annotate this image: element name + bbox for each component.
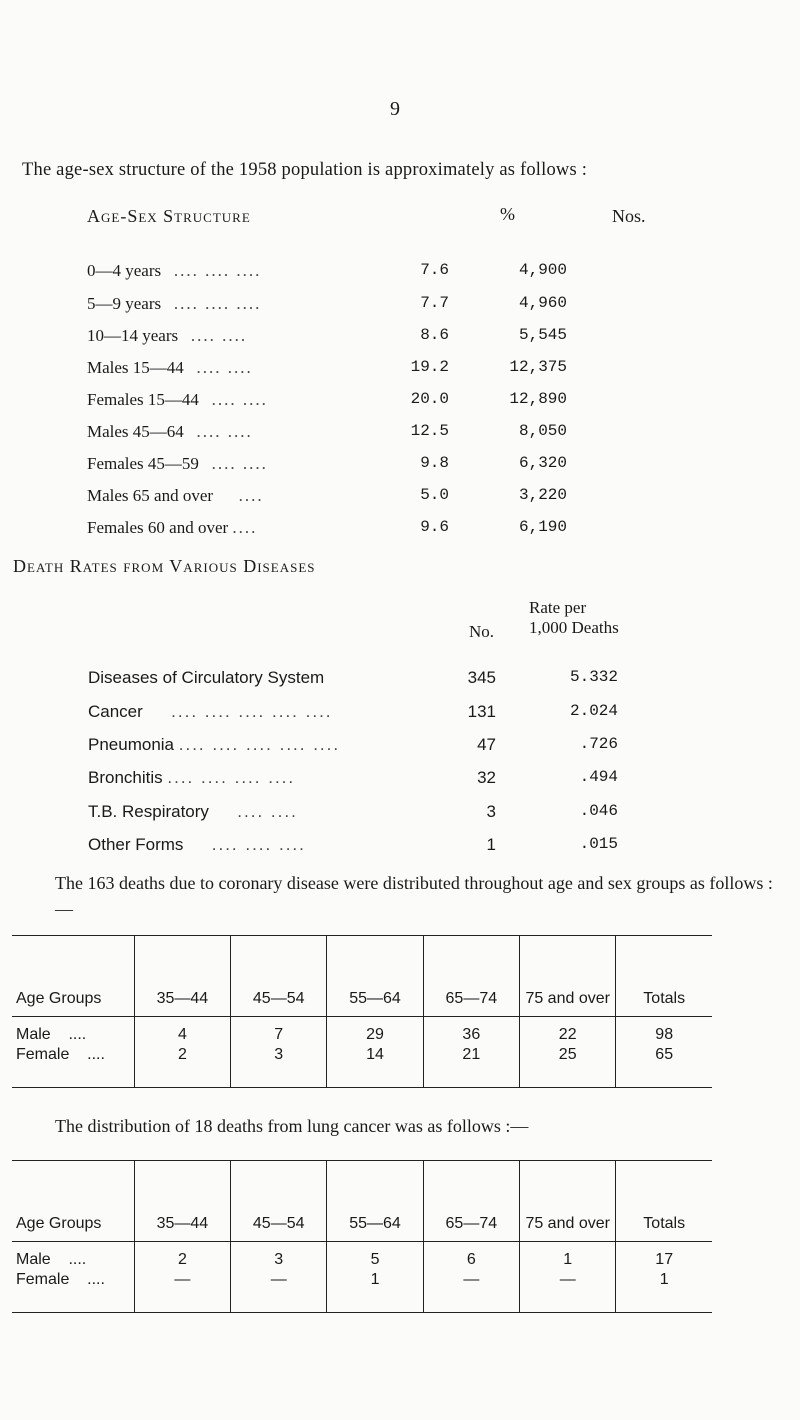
- age-pct: 19.2: [410, 358, 449, 376]
- age-sex-heading: Age-Sex Structure: [87, 206, 251, 226]
- age-pct: 9.6: [420, 518, 449, 536]
- header-75-over: 75 and over: [519, 1161, 615, 1242]
- disease-count: 345: [467, 668, 496, 687]
- rate-header-line-1: Rate per: [529, 598, 587, 617]
- header-65-74: 65—74: [423, 1161, 519, 1242]
- table-cell: —: [134, 1270, 230, 1313]
- header-totals: Totals: [616, 936, 712, 1017]
- age-pct: 5.0: [420, 486, 449, 504]
- header-75-over: 75 and over: [519, 936, 615, 1017]
- rate-header-line-2: 1,000 Deaths: [529, 618, 619, 637]
- age-pct: 8.6: [420, 326, 449, 344]
- lung-cancer-table: [12, 1160, 712, 1313]
- age-nos: 5,545: [518, 326, 567, 344]
- table-cell: 6: [423, 1242, 519, 1271]
- row-label-text: Male: [16, 1251, 51, 1268]
- leader-dots: .... ....: [211, 454, 268, 473]
- leader-dots: .... .... ....: [211, 835, 306, 854]
- row-label: [12, 1242, 134, 1271]
- age-label: Females 60 and over: [87, 518, 229, 537]
- leader-dots: .... ....: [196, 422, 253, 441]
- disease-rate: 2.024: [569, 702, 618, 720]
- age-row: [87, 422, 567, 446]
- disease-count: 131: [467, 702, 496, 721]
- disease-label: Pneumonia: [88, 735, 175, 754]
- header-totals: Totals: [616, 1161, 712, 1242]
- leader-dots: .... ....: [196, 358, 253, 377]
- age-nos: 4,960: [518, 294, 567, 312]
- disease-label: Other Forms: [88, 835, 184, 854]
- row-label-text: Female: [16, 1271, 70, 1288]
- disease-rate: .015: [579, 835, 618, 853]
- leader-dots: .... ....: [211, 390, 268, 409]
- age-label: Males 65 and over: [87, 486, 214, 505]
- table-cell: 1: [616, 1270, 712, 1313]
- disease-count: 3: [486, 802, 496, 821]
- table-cell: 25: [519, 1045, 615, 1088]
- table-cell: 2: [134, 1045, 230, 1088]
- table-cell: 22: [519, 1017, 615, 1046]
- leader-dots: ....: [232, 518, 258, 537]
- leader-dots: ....: [68, 1026, 87, 1043]
- table-cell: 1: [327, 1270, 423, 1313]
- rate-header: [529, 598, 619, 638]
- disease-rate: .494: [579, 768, 618, 786]
- table-cell: 5: [327, 1242, 423, 1271]
- age-label: 10—14 years: [87, 326, 179, 345]
- age-nos: 6,320: [518, 454, 567, 472]
- age-label: Males 45—64: [87, 422, 184, 441]
- age-row: [87, 518, 567, 542]
- header-age-groups: Age Groups: [12, 1161, 134, 1242]
- age-label: 0—4 years: [87, 261, 162, 280]
- disease-rate: .726: [579, 735, 618, 753]
- disease-count: 32: [477, 768, 496, 787]
- age-label: Females 15—44: [87, 390, 199, 409]
- disease-row: [88, 668, 618, 694]
- age-label: Males 15—44: [87, 358, 184, 377]
- age-row: [87, 261, 567, 285]
- disease-label: Bronchitis: [88, 768, 163, 787]
- intro-text: The age-sex structure of the 1958 population is approximately as follows :: [22, 160, 588, 180]
- table-cell: —: [519, 1270, 615, 1313]
- table-cell: —: [231, 1270, 327, 1313]
- age-row: [87, 358, 567, 382]
- table-cell: 3: [231, 1045, 327, 1088]
- header-age-groups: Age Groups: [12, 936, 134, 1017]
- table-cell: 3: [231, 1242, 327, 1271]
- age-row: [87, 326, 567, 350]
- table-cell: 1: [519, 1242, 615, 1271]
- header-65-74: 65—74: [423, 936, 519, 1017]
- age-label: 5—9 years: [87, 294, 162, 313]
- row-label-text: Male: [16, 1026, 51, 1043]
- table-header-row: [12, 1161, 712, 1242]
- leader-dots: .... .... .... .... ....: [178, 735, 341, 754]
- table-cell: 65: [616, 1045, 712, 1088]
- disease-row: [88, 802, 618, 828]
- header-55-64: 55—64: [327, 1161, 423, 1242]
- age-row: [87, 390, 567, 414]
- pct-header: %: [500, 204, 515, 224]
- age-nos: 3,220: [518, 486, 567, 504]
- disease-count: 47: [477, 735, 496, 754]
- disease-row: [88, 768, 618, 794]
- header-35-44: 35—44: [134, 1161, 230, 1242]
- leader-dots: .... .... .... .... ....: [171, 702, 333, 721]
- header-45-54: 45—54: [231, 936, 327, 1017]
- table-cell: 17: [616, 1242, 712, 1271]
- age-pct: 7.6: [420, 261, 449, 279]
- table-cell: 7: [231, 1017, 327, 1046]
- disease-rate: .046: [579, 802, 618, 820]
- age-row: [87, 454, 567, 478]
- disease-count: 1: [486, 835, 496, 854]
- row-label: [12, 1270, 134, 1313]
- table-cell: 2: [134, 1242, 230, 1271]
- header-45-54: 45—54: [231, 1161, 327, 1242]
- leader-dots: .... .... ....: [173, 294, 262, 313]
- table-row: [12, 1017, 712, 1046]
- table-row: [12, 1242, 712, 1271]
- leader-dots: .... .... ....: [173, 261, 262, 280]
- table-row: [12, 1270, 712, 1313]
- leader-dots: .... .... .... ....: [167, 768, 296, 787]
- age-nos: 8,050: [518, 422, 567, 440]
- death-rates-heading: Death Rates from Various Diseases: [13, 556, 316, 576]
- row-label-text: Female: [16, 1046, 70, 1063]
- age-row: [87, 294, 567, 318]
- age-row: [87, 486, 567, 510]
- leader-dots: ....: [87, 1046, 105, 1063]
- age-pct: 20.0: [410, 390, 449, 408]
- no-header: No.: [469, 622, 495, 641]
- leader-dots: ....: [238, 486, 264, 505]
- coronary-table: [12, 935, 712, 1088]
- disease-row: [88, 735, 618, 761]
- age-pct: 9.8: [420, 454, 449, 472]
- age-nos: 6,190: [518, 518, 567, 536]
- table-cell: 14: [327, 1045, 423, 1088]
- disease-label: Diseases of Circulatory System: [88, 668, 325, 687]
- age-pct: 7.7: [420, 294, 449, 312]
- age-nos: 12,890: [509, 390, 567, 408]
- age-nos: 12,375: [509, 358, 567, 376]
- leader-dots: .... ....: [237, 802, 298, 821]
- table-cell: 21: [423, 1045, 519, 1088]
- disease-row: [88, 835, 618, 861]
- table-cell: —: [423, 1270, 519, 1313]
- age-label: Females 45—59: [87, 454, 199, 473]
- age-pct: 12.5: [410, 422, 449, 440]
- disease-label: Cancer: [88, 702, 143, 721]
- header-55-64: 55—64: [327, 936, 423, 1017]
- disease-row: [88, 702, 618, 728]
- lung-cancer-paragraph: The distribution of 18 deaths from lung cancer was as follows :—: [55, 1116, 529, 1136]
- coronary-paragraph: The 163 deaths due to coronary disease were distributed throughout age and sex groups as follows :—: [55, 873, 773, 919]
- row-label: [12, 1017, 134, 1046]
- age-nos: 4,900: [518, 261, 567, 279]
- table-cell: 29: [327, 1017, 423, 1046]
- disease-rate: 5.332: [569, 668, 618, 686]
- table-cell: 36: [423, 1017, 519, 1046]
- disease-label: T.B. Respiratory: [88, 802, 209, 821]
- table-cell: 98: [616, 1017, 712, 1046]
- table-row: [12, 1045, 712, 1088]
- table-header-row: [12, 936, 712, 1017]
- table-cell: 4: [134, 1017, 230, 1046]
- page-number: 9: [390, 98, 400, 120]
- nos-header: Nos.: [612, 206, 646, 226]
- leader-dots: .... ....: [190, 326, 248, 345]
- row-label: [12, 1045, 134, 1088]
- header-35-44: 35—44: [134, 936, 230, 1017]
- leader-dots: ....: [68, 1251, 87, 1268]
- leader-dots: ....: [87, 1271, 105, 1288]
